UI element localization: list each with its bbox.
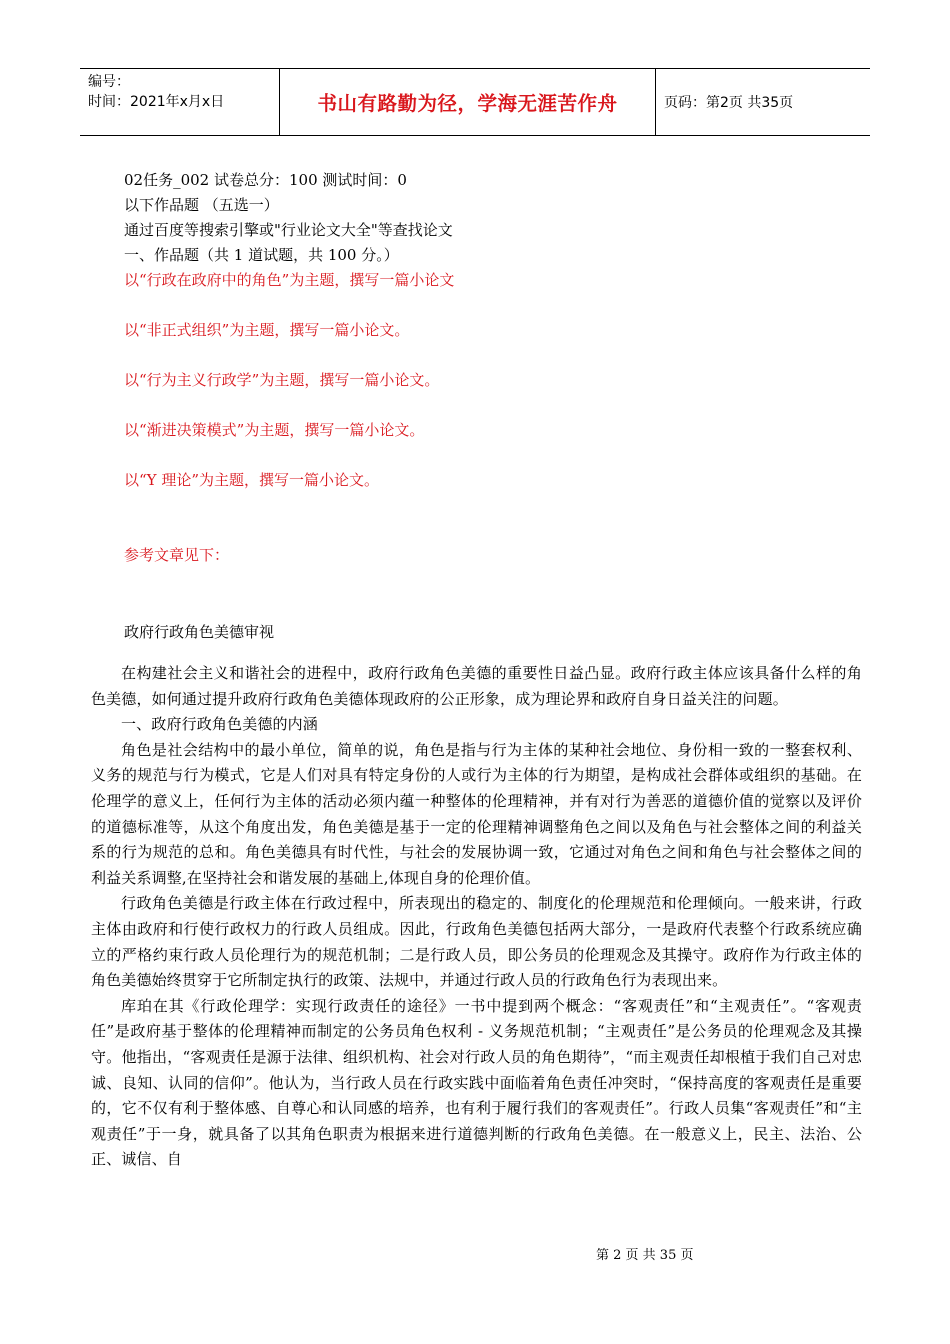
intro-section bbox=[124, 168, 862, 568]
topic-item: 以“Y 理论”为主题，撰写一篇小论文。 bbox=[124, 471, 380, 489]
page-header bbox=[80, 68, 870, 136]
topic-item: 以“渐进决策模式”为主题，撰写一篇小论文。 bbox=[124, 421, 425, 439]
article-body bbox=[91, 661, 862, 1173]
header-page-info: 页码：第2页 共35页 bbox=[664, 95, 794, 111]
intro-line-1: 02任务_002 试卷总分：100 测试时间：0 bbox=[124, 171, 407, 189]
topic-item: 以“行政在政府中的角色”为主题，撰写一篇小论文 bbox=[124, 271, 455, 289]
header-meta bbox=[80, 69, 280, 135]
article-paragraph: 行政角色美德是行政主体在行政过程中，所表现出的稳定的、制度化的伦理规范和伦理倾向。一般来讲，行政主体由政府和行使行政权力的行政人员组成。因此，行政角色美德包括两大部分，一是政府代表整个行政系统应确立的严格约束行政人员伦理行为的规范机制；二是行政人员，即公务员的伦理观念及其操守。政府作为行政主体的角色美德始终贯穿于它所制定执行的政策、法规中，并通过行政人员的行政角色行为表现出来。 bbox=[91, 894, 862, 990]
section-heading: 一、政府行政角色美德的内涵 bbox=[121, 715, 318, 734]
number-label: 编号： bbox=[88, 74, 130, 90]
article-paragraph: 角色是社会结构中的最小单位，简单的说，角色是指与行为主体的某种社会地位、身份相一致的一整套权利、义务的规范与行为模式，它是人们对具有特定身份的人或行为主体的行为期望，是构成社会群体或组织的基础。在伦理学的意义上，任何行为主体的活动必须内蕴一种整体的伦理精神，并有对行为善恶的道德价值的觉察以及评价的道德标准等，从这个角度出发，角色美德是基于一定的伦理精神调整角色之间以及角色与社会整体之间的利益关系的行为规范的总和。角色美德具有时代性，与社会的发展协调一致，它通过对角色之间和角色与社会整体之间的利益关系调整,在坚持社会和谐发展的基础上,体现自身的伦理价值。 bbox=[91, 740, 862, 887]
topic-item: 以“行为主义行政学”为主题，撰写一篇小论文。 bbox=[124, 371, 440, 389]
header-motto: 书山有路勤为径，学海无涯苦作舟 bbox=[280, 69, 656, 135]
intro-line-2: 以下作品题 （五选一） bbox=[124, 196, 279, 214]
intro-line-4: 一、作品题（共 1 道试题，共 100 分。） bbox=[124, 246, 399, 264]
date-line: 时间：2021年x月x日 bbox=[88, 94, 225, 110]
article-paragraph: 在构建社会主义和谐社会的进程中，政府行政角色美德的重要性日益凸显。政府行政主体应该具备什么样的角色美德，如何通过提升政府行政角色美德体现政府的公正形象，成为理论界和政府自身日益关注的问题。 bbox=[91, 664, 862, 708]
page-footer: 第 2 页 共 35 页 bbox=[596, 1248, 694, 1263]
reference-label: 参考文章见下： bbox=[124, 546, 230, 564]
topic-item: 以“非正式组织”为主题，撰写一篇小论文。 bbox=[124, 321, 410, 339]
article-paragraph: 库珀在其《行政伦理学：实现行政责任的途径》一书中提到两个概念：“客观责任”和“主观责任”。“客观责任”是政府基于整体的伦理精神而制定的公务员角色权利 - 义务规范机制；“主观责任”是公务员的伦理观念及其操守。他指出，“客观责任是源于法律、组织机构、社会对行政人员的角色期待”，“而主观责任却根植于我们自己对忠诚、良知、认同的信仰”。他认为，当行政人员在行政实践中面临着角色责任冲突时，“保持高度的客观责任是重要的，它不仅有利于整体感、自尊心和认同感的培养，也有利于履行我们的客观责任”。行政人员集“客观责任”和“主观责任”于一身，就具备了以其角色职责为根据来进行道德判断的行政角色美德。在一般意义上，民主、法治、公正、诚信、自 bbox=[91, 996, 862, 1169]
intro-line-3: 通过百度等搜索引擎或"行业论文大全"等查找论文 bbox=[124, 221, 453, 239]
article-title: 政府行政角色美德审视 bbox=[124, 623, 275, 641]
